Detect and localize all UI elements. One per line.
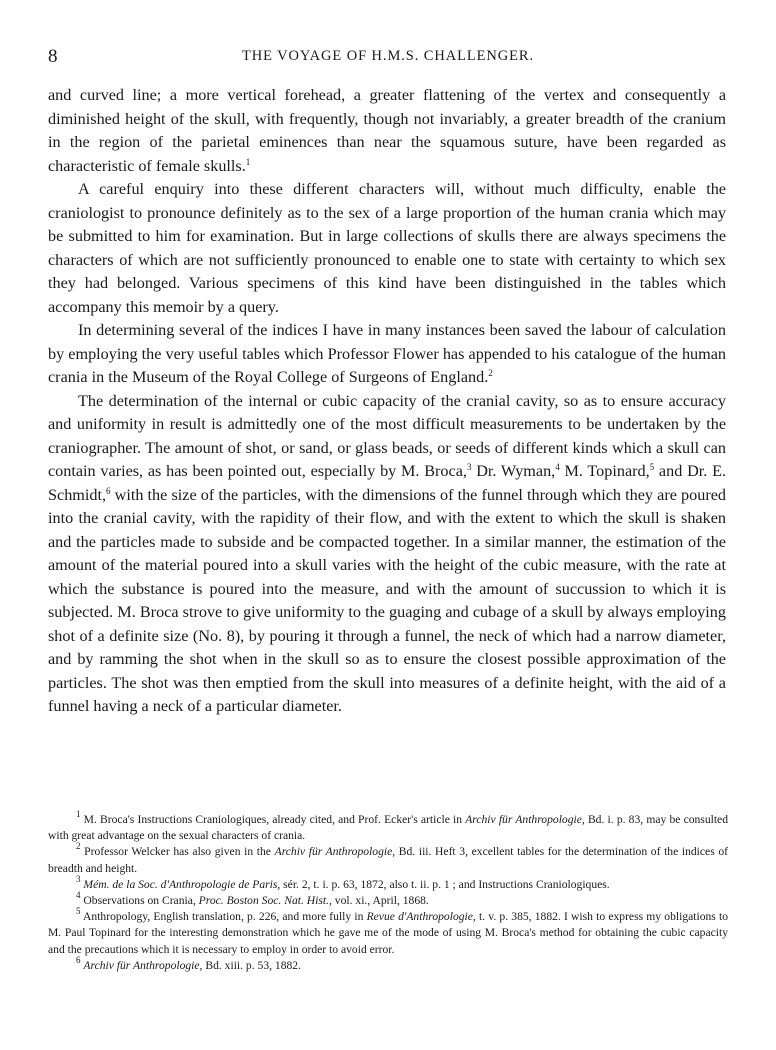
- page-header: [48, 46, 728, 70]
- footnote: $^1$ M. Broca's Instructions Craniologiques, already cited, and Prof. Ecker's article in Archiv für Anthropologie, Bd. i. p. 83, may be consulted with great advantage on the sexual characters of crania.: [48, 809, 728, 843]
- footnote-ref: 3: [466, 462, 472, 472]
- footnote-ref: 4: [555, 462, 560, 472]
- footnote: $^2$ Professor Welcker has also given in the Archiv für Anthropologie, Bd. iii. Heft 3, excellent tables for the determination of the indices of breadth and height.: [48, 841, 729, 875]
- paragraph: In determining several of the indices I have in many instances been saved the labour of calculation by employing the very useful tables which Professor Flower has appended to his catalogue of the human crania in the Museum of the Royal College of Surgeons of England.$^2$: [48, 321, 726, 386]
- paragraph: The determination of the internal or cubic capacity of the cranial cavity, so as to ensure accuracy and uniformity in result is admittedly one of the most difficult measurements to be undertaken by the craniographer. The amount of shot, or sand, or glass beads, or seeds of different kinds which a skull can contain varies, as has been pointed out, especially by M. Broca,$^3$ Dr. Wyman,$^4$ M. Topinard,$^5$ and Dr. E. Schmidt,$^6$ with the size of the particles, with the dimensions of the funnel through which they are poured into the cranial cavity, with the rapidity of their flow, and with the extent to which the skull is shaken and the particles made to subside and be compacted together. In a similar manner, the estimation of the amount of the material poured into a skull varies with the height of the cubic measure, with the rate at which the substance is poured into the measure, and with the amount of succussion to which it is subjected. M. Broca strove to give uniformity to the guaging and cubage of a skull by always employing shot of a definite size (No. 8), by pouring it through a funnel, the neck of which had a narrow diameter, and by ramming the shot when in the skull so as to ensure the closest possible approximation of the particles. The shot was then emptied from the skull into measures of a definite height, with the aid of a funnel having a neck of a particular diameter.: [48, 391, 727, 715]
- paragraph: and curved line; a more vertical forehead, a greater flattening of the vertex and consequently a diminished height of the skull, with frequently, though not invariably, a greater breadth of the cranium in the region of the parietal eminences than near the squamous suture, have been regarded as characteristic of female skulls.$^1$: [48, 86, 726, 175]
- running-title: THE VOYAGE OF H.M.S. CHALLENGER.: [242, 48, 534, 64]
- footnote-ref: 1: [245, 156, 251, 167]
- footnote: $^3$ Mém. de la Soc. d'Anthropologie de Paris, sér. 2, t. i. p. 63, 1872, also t. ii. p. 1 ; and Instructions Craniologiques.: [76, 873, 610, 891]
- footnote: $^4$ Observations on Crania, Proc. Boston Soc. Nat. Hist., vol. xi., April, 1868.: [76, 890, 429, 908]
- footnotes: [48, 809, 729, 974]
- footnote: $^6$ Archiv für Anthropologie, Bd. xiii. p. 53, 1882.: [76, 954, 302, 972]
- paragraph: A careful enquiry into these different characters will, without much difficulty, enable the craniologist to pronounce definitely as to the sex of a large proportion of the human crania which may be submitted to him for examination. But in large collections of skulls there are always specimens the characters of which are not sufficiently pronounced to enable one to state with certainty to which sex they had belonged. Various specimens of this kind have been distinguished in the tables which accompany this memoir by a query.: [48, 180, 726, 316]
- footnote-ref: 2: [488, 368, 493, 378]
- footnote-ref: 6: [106, 485, 111, 496]
- footnote-ref: 5: [649, 462, 655, 472]
- body-text: [48, 84, 726, 719]
- footnote: $^5$ Anthropology, English translation, p. 226, and more fully in Revue d'Anthropologie, t. v. p. 385, 1882. I wish to express my obligations to M. Paul Topinard for the interesting demonstration which he gave me of the mode of using M. Broca's method for obtaining the cubic capacity and the precautions which it is necessary to employ in order to avoid error.: [48, 906, 729, 956]
- page-number: 8: [48, 46, 58, 67]
